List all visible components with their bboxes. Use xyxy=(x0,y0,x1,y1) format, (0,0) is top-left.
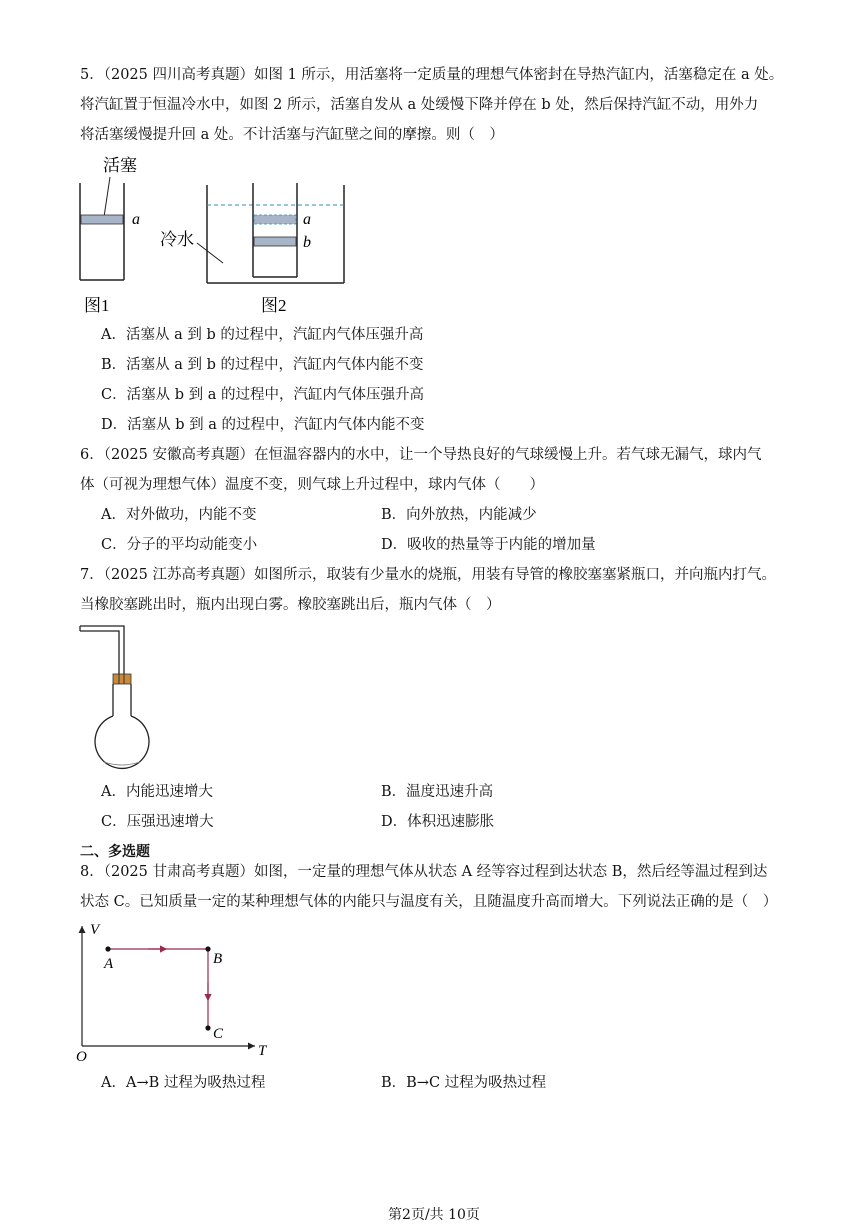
fig1-label-a: a xyxy=(132,211,140,228)
fig2-label-b: b xyxy=(303,234,311,251)
q6-line-2: 体（可视为理想气体）温度不变，则气球上升过程中，球内气体（ ） xyxy=(80,477,544,493)
q8-option-a: A．A→B 过程为吸热过程 xyxy=(101,1075,266,1091)
cold-water-label: 冷水 xyxy=(160,230,194,249)
q7-flask-figure xyxy=(75,622,155,772)
q7-option-a: A．内能迅速增大 xyxy=(101,784,213,800)
q7-option-b: B．温度迅速升高 xyxy=(381,784,494,800)
q8-option-b: B．B→C 过程为吸热过程 xyxy=(381,1075,547,1091)
q7-line-2: 当橡胶塞跳出时，瓶内出现白雾。橡胶塞跳出后，瓶内气体（ ） xyxy=(80,597,501,613)
point-c-label: C xyxy=(213,1026,224,1042)
point-b xyxy=(205,946,210,951)
q8-vt-graph xyxy=(70,918,280,1063)
q7-option-c: C．压强迅速增大 xyxy=(101,814,214,830)
q5-option-b: B．活塞从 a 到 b 的过程中，汽缸内气体内能不变 xyxy=(101,357,424,373)
section-title: 二、多选题 xyxy=(80,844,150,860)
rubber-stopper xyxy=(113,674,131,684)
q5-option-d: D．活塞从 b 到 a 的过程中，汽缸内气体内能不变 xyxy=(101,417,425,433)
fig2-label-a: a xyxy=(303,211,311,228)
q8-line-1: 8．（2025 甘肃高考真题）如图，一定量的理想气体从状态 A 经等容过程到达状态 B，然后经等温过程到达 xyxy=(80,864,768,880)
point-a xyxy=(105,946,110,951)
q8-line-2: 状态 C。已知质量一定的某种理想气体的内能只与温度有关，且随温度升高而增大。下列说法正确的是（ ） xyxy=(80,894,778,910)
q5-line-1: 5．（2025 四川高考真题）如图 1 所示，用活塞将一定质量的理想气体密封在导热汽缸内，活塞稳定在 a 处。 xyxy=(80,67,784,83)
fig1-caption: 图1 xyxy=(84,296,110,315)
q7-option-d: D．体积迅速膨胀 xyxy=(381,814,495,830)
q5-line-3: 将活塞缓慢提升回 a 处。不计活塞与汽缸壁之间的摩擦。则（ ） xyxy=(80,127,504,143)
piston-label: 活塞 xyxy=(103,156,137,175)
piston-position-a xyxy=(254,215,296,224)
q6-option-d: D．吸收的热量等于内能的增加量 xyxy=(381,537,596,553)
q6-option-b: B．向外放热，内能减少 xyxy=(381,507,537,523)
point-b-label: B xyxy=(213,951,223,967)
q6-option-c: C．分子的平均动能变小 xyxy=(101,537,258,553)
origin-label: O xyxy=(76,1049,87,1065)
q5-figure xyxy=(70,155,370,320)
q6-option-a: A．对外做功，内能不变 xyxy=(101,507,257,523)
q5-line-2: 将汽缸置于恒温冷水中，如图 2 所示，活塞自发从 a 处缓慢下降并停在 b 处，然后保持汽缸不动，用外力 xyxy=(80,97,759,113)
page-footer: 第2页/共 10页 xyxy=(388,1207,480,1223)
piston-position-b xyxy=(254,237,296,246)
point-a-label: A xyxy=(104,956,114,972)
axis-v-label: V xyxy=(90,922,100,938)
axis-t-label: T xyxy=(258,1043,267,1059)
fig2-caption: 图2 xyxy=(261,296,287,315)
q6-line-1: 6．（2025 安徽高考真题）在恒温容器内的水中，让一个导热良好的气球缓慢上升。若气球无漏气，球内气 xyxy=(80,447,762,463)
point-c xyxy=(205,1025,210,1030)
piston-fig1 xyxy=(81,215,123,224)
q7-line-1: 7．（2025 江苏高考真题）如图所示，取装有少量水的烧瓶，用装有导管的橡胶塞塞紧瓶口，并向瓶内打气。 xyxy=(80,567,776,583)
q5-option-c: C．活塞从 b 到 a 的过程中，汽缸内气体压强升高 xyxy=(101,387,424,403)
q5-option-a: A．活塞从 a 到 b 的过程中，汽缸内气体压强升高 xyxy=(101,327,424,343)
